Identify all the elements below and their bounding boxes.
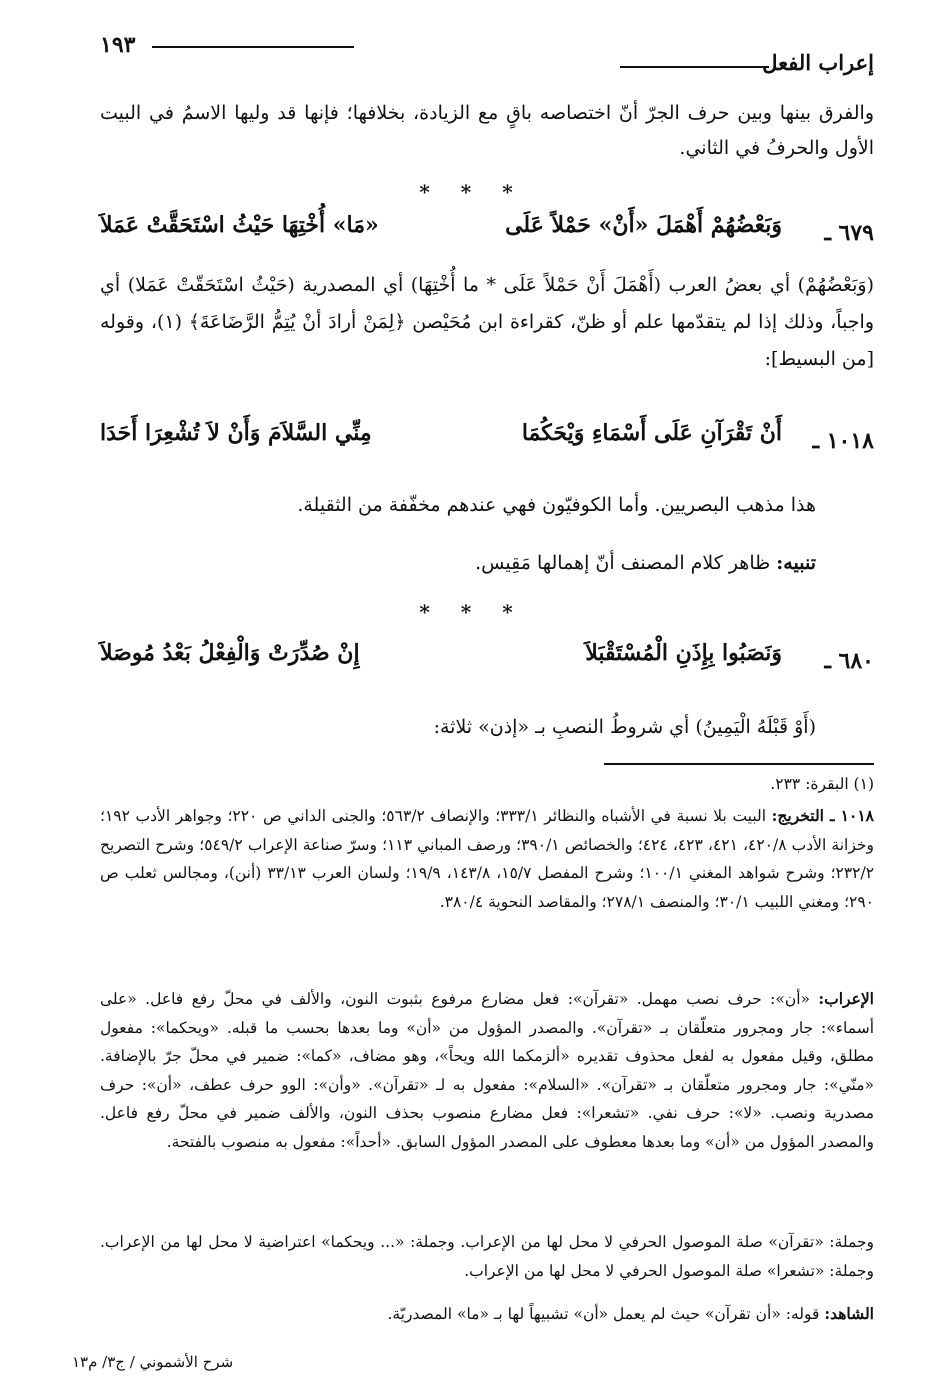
shahid-label: الشاهد: xyxy=(824,1304,874,1323)
verse-number: ١٠١٨ ـ xyxy=(812,428,874,454)
section-separator: * * * xyxy=(419,180,525,204)
note-label: تنبيه: xyxy=(776,552,816,574)
paragraph: والفرق بينها وبين حرف الجرّ أنّ اختصاصه باقٍ مع الزيادة، بخلافها؛ فإنها قد وليها الاسمُ في البيت الأول والحرفُ في الثاني. xyxy=(100,102,874,159)
paragraph: هذا مذهب البصريين. وأما الكوفيّون فهي عندهم مخفّفة من الثقيلة. xyxy=(297,494,816,516)
note-text: ظاهر كلام المصنف أنّ إهمالها مَقِيس. xyxy=(475,552,771,574)
footnote-takhrij xyxy=(100,802,874,916)
printer-signature: شرح الأشموني / ج٣/ م١٣ xyxy=(72,1353,234,1371)
footnote-irab xyxy=(100,985,874,1156)
note xyxy=(120,546,816,581)
verse-hemistich: إِنْ صُدِّرَتْ وَالْفِعْلُ بَعْدُ مُوصَلاَ xyxy=(100,640,360,666)
footnote-rule xyxy=(604,763,874,765)
page-number: ١٩٣ xyxy=(100,32,136,58)
verse-hemistich: وَنَصَبُوا بِإِذَنِ الْمُسْتَقْبَلاَ xyxy=(585,640,782,666)
header-rule xyxy=(152,46,354,48)
section-separator: * * * xyxy=(419,600,525,624)
footnote-jumla: وجملة: «تقرآن» صلة الموصول الحرفي لا محل لها من الإعراب. وجملة: «... ويحكما» اعتراضية لا محل لها من الإعراب. وجملة: «تشعرا» صلة الموصول الحرفي لا محل لها من الإعراب. xyxy=(100,1233,874,1280)
takhrij-text: البيت بلا نسبة في الأشباه والنظائر ٣٣٣/١؛ والإنصاف ٥٦٣/٢؛ والجنى الداني ص ٢٢٠؛ وجواهر الأدب ١٩٢؛ وخزانة الأدب ٤٢٠/٨، ٤٢١، ٤٢٣، ٤٢٤؛ والخصائص ٣٩٠/١؛ ورصف المباني ١١٣؛ وسرّ صناعة الإعراب ٥٤٩/٢؛ وشرح التصريح ٢٣٢/٢؛ وشرح شواهد المغني ١٠٠/١؛ وشرح المفصل ١٥/٧، ١٤٣/٨، ١٩/٩؛ ولسان العرب ٣٣/١٣ (أنن)، ومجالس ثعلب ص ٢٩٠؛ ومغني اللبيب ٣٠/١؛ والمنصف ٢٧٨/١؛ والمقاصد النحوية ٣٨٠/٤. xyxy=(100,807,875,911)
verse-hemistich: مِنِّي السَّلاَمَ وَأَنْ لاَ تُشْعِرَا أَحَدَا xyxy=(100,420,372,446)
verse-number: ٦٧٩ ـ xyxy=(824,220,874,246)
footnote-shahid xyxy=(100,1300,874,1329)
irab-label: الإعراب: xyxy=(818,989,874,1008)
verse-number: ٦٨٠ ـ xyxy=(824,648,874,674)
running-header xyxy=(100,30,874,75)
verse-hemistich: أَنْ تَقْرَآنِ عَلَى أَسْمَاءِ وَيْحَكُمَا xyxy=(521,420,782,446)
takhrij-label: ١٠١٨ ـ التخريج: xyxy=(771,806,874,825)
chapter-title: إعراب الفعل xyxy=(762,50,874,75)
commentary-679: (وَبَعْضُهُمْ) أي بعضُ العرب (أَهْمَلَ أَنْ حَمْلاً عَلَى * ما أُخْتِهَا) أي المصدرية (حَيْثُ اسْتَحَقّتْ عَمَلا) أي واجباً، وذلك إذا لم يتقدّمها علم أو ظنّ، كقراءة ابن مُحَيْصن ﴿لِمَنْ أرادَ أنْ يُتِمُّ الرَّضَاعَةَ﴾ (١)، وقوله [من البسيط]: xyxy=(100,274,874,370)
verse-679 xyxy=(100,212,874,256)
footnote-1: (١) البقرة: ٢٣٣. xyxy=(770,775,874,793)
verse-680 xyxy=(100,640,874,684)
header-rule xyxy=(620,66,769,68)
verse-hemistich: وَبَعْضُهُمْ أَهْمَلَ «أَنْ» حَمْلاً عَلَى xyxy=(505,212,782,238)
commentary-680: (أَوْ قَبْلَهُ الْيَمِينُ) أي شروطُ النصبِ بـ «إذن» ثلاثة: xyxy=(433,716,816,738)
irab-text: «أن»: حرف نصب مهمل. «تقرآن»: فعل مضارع مرفوع بثبوت النون، والألف في محلّ رفع فاعل. «على أسماء»: جار ومجرور متعلّقان بـ «تقرآن». والمصدر المؤول من «أن» وما بعدها بحسب ما قبله. «ويحكما»: مفعول مطلق، وقيل مفعول به لفعل محذوف تقديره «ألزمكما الله ويحاً»، وهو مضاف، «كما»: ضمير في محلّ جرّ بالإضافة. «منّي»: جار ومجرور متعلّقان بـ «تقرآن». «السلام»: مفعول به لـ «تقرآن». «وأن»: الوو حرف عطف، «أن»: حرف مصدرية ونصب. «لا»: حرف نفي. «تشعرا»: فعل مضارع منصوب بحذف النون، والألف ضمير في محلّ رفع فاعل. والمصدر المؤول من «أن» وما بعدها معطوف على المصدر المؤول السابق. «أحداً»: مفعول به منصوب بالفتحة. xyxy=(100,990,874,1151)
verse-1018 xyxy=(100,420,874,464)
shahid-text: قوله: «أن تقرآن» حيث لم يعمل «أن» تشبيهاً لها بـ «ما» المصدريّة. xyxy=(387,1305,820,1323)
verse-hemistich: «مَا» أُخْتِهَا حَيْثُ اسْتَحَقَّتْ عَمَلاَ xyxy=(100,212,379,238)
